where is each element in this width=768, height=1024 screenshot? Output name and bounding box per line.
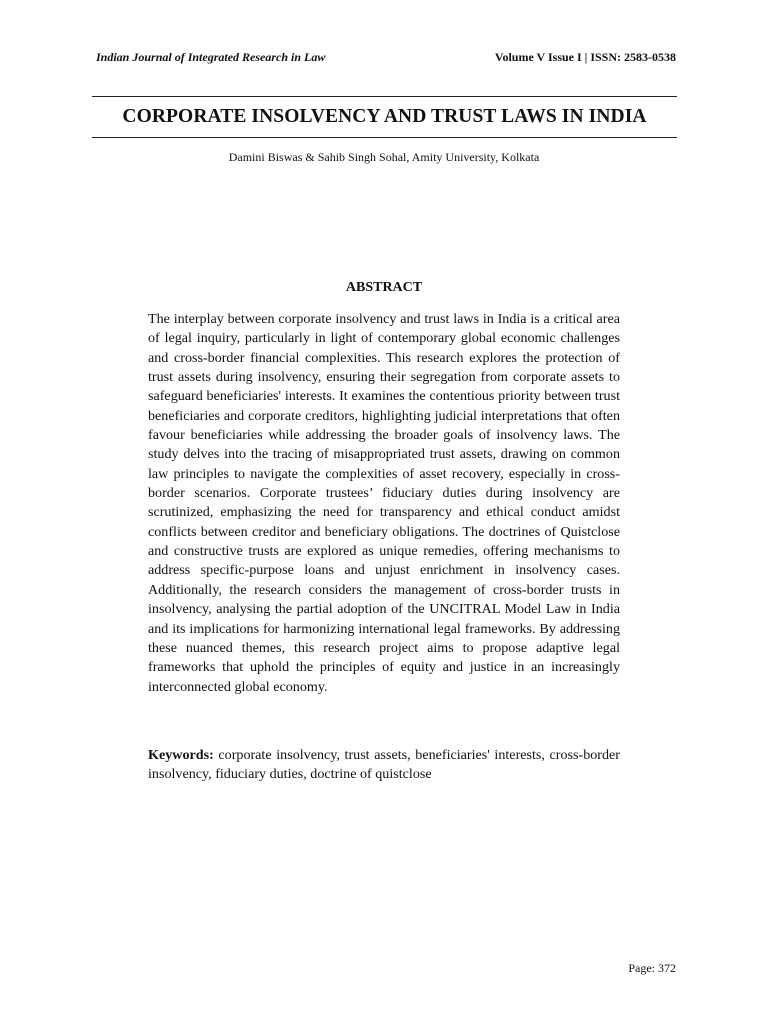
abstract-heading: ABSTRACT (345, 280, 423, 295)
issue-info: Volume V Issue I | ISSN: 2583-0538 (494, 50, 676, 64)
keywords-text: corporate insolvency, trust assets, beneficiaries' interests, cross-border insolvency, fiduciary duties, doctrine of quistclose (148, 747, 620, 783)
journal-name: Indian Journal of Integrated Research in Law (96, 50, 326, 64)
title-block (92, 96, 677, 138)
keywords-paragraph (148, 746, 620, 785)
running-header (96, 50, 676, 68)
paper-title: CORPORATE INSOLVENCY AND TRUST LAWS IN INDIA (122, 106, 647, 127)
author-line: Damini Biswas & Sahib Singh Sohal, Amity University, Kolkata (228, 150, 540, 164)
page-number: Page: 372 (628, 961, 676, 975)
keywords-label: Keywords: (148, 747, 214, 763)
abstract-body: The interplay between corporate insolvency and trust laws in India is a critical area of legal inquiry, particularly in light of contemporary global economic challenges and cross-border financial complexities. This research explores the protection of trust assets during insolvency, ensuring their segregation from corporate assets to safeguard beneficiaries' interests. It examines the contentious priority between trust beneficiaries and corporate creditors, highlighting judicial interpretations that often favour beneficiaries while addressing the broader goals of insolvency laws. The study delves into the tracing of misappropriated trust assets, drawing on common law principles to navigate the complexities of asset recovery, especially in cross-border scenarios. Corporate trustees’ fiduciary duties during insolvency are scrutinized, emphasizing the need for transparency and ethical conduct amidst conflicts between creditor and beneficiary obligations. The doctrines of Quistclose and constructive trusts are explored as unique remedies, offering mechanisms to address specific-purpose loans and unjust enrichment in insolvency cases. Additionally, the research considers the management of cross-border trusts in insolvency, analysing the partial adoption of the UNCITRAL Model Law in India and its implications for harmonizing international legal frameworks. By addressing these nuanced themes, this research project aims to propose adaptive legal frameworks that uphold the principles of equity and justice in an increasingly interconnected global economy. (148, 311, 620, 695)
